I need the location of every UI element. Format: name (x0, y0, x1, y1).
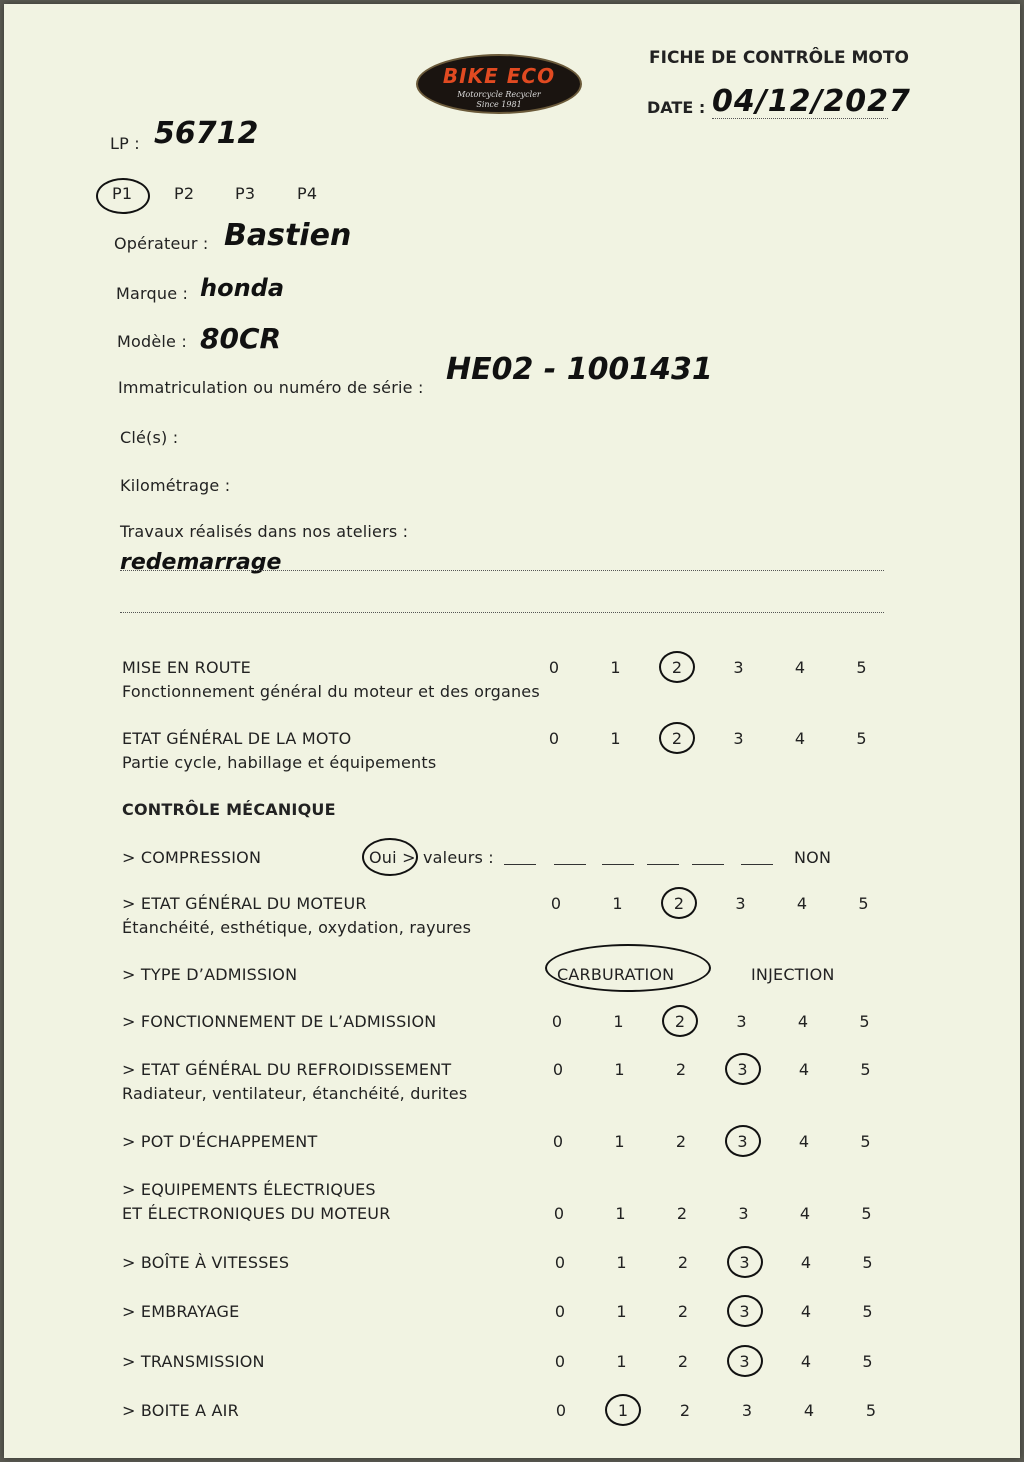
transmission-score-3[interactable]: 3 (739, 1352, 750, 1371)
etat-moto-score-5[interactable]: 5 (856, 729, 867, 748)
travaux-line-1 (120, 570, 884, 571)
etat-moto-score-0[interactable]: 0 (548, 729, 560, 748)
valeur-blank-6[interactable] (741, 864, 773, 865)
boite-air-score-0[interactable]: 0 (555, 1401, 567, 1420)
embrayage-score-1[interactable]: 1 (616, 1302, 627, 1321)
boite-vitesses-score-0[interactable]: 0 (554, 1253, 566, 1272)
sheet-title: FICHE DE CONTRÔLE MOTO (649, 48, 909, 68)
refroidissement-score-2[interactable]: 2 (675, 1060, 687, 1079)
boite-air-selected-circle (605, 1394, 641, 1426)
embrayage-selected-circle (727, 1295, 763, 1327)
transmission-score-1[interactable]: 1 (616, 1352, 627, 1371)
pot-title: > POT D'ÉCHAPPEMENT (122, 1132, 318, 1151)
valeur-blank-2[interactable] (554, 864, 586, 865)
etat-moto-subtitle: Partie cycle, habillage et équipements (122, 753, 437, 772)
etat-moto-score-4[interactable]: 4 (794, 729, 806, 748)
etat-moto-score-3[interactable]: 3 (733, 729, 744, 748)
etat-moto-selected-circle (659, 722, 695, 754)
pot-score-1[interactable]: 1 (614, 1132, 625, 1151)
pot-score-5[interactable]: 5 (860, 1132, 871, 1151)
etat-moteur-score-4[interactable]: 4 (796, 894, 808, 913)
pot-score-0[interactable]: 0 (552, 1132, 564, 1151)
fonct-admission-score-5[interactable]: 5 (859, 1012, 870, 1031)
embrayage-score-0[interactable]: 0 (554, 1302, 566, 1321)
transmission-score-5[interactable]: 5 (862, 1352, 873, 1371)
fonct-admission-score-0[interactable]: 0 (551, 1012, 563, 1031)
mise-en-route-score-4[interactable]: 4 (794, 658, 806, 677)
immat-value[interactable]: HE02 - 1001431 (446, 352, 713, 387)
valeur-blank-4[interactable] (647, 864, 679, 865)
boite-vitesses-score-5[interactable]: 5 (862, 1253, 873, 1272)
fonct-admission-selected-circle (662, 1005, 698, 1037)
mise-en-route-subtitle: Fonctionnement général du moteur et des organes (122, 682, 540, 701)
electriques-score-5[interactable]: 5 (861, 1204, 872, 1223)
etat-moteur-score-0[interactable]: 0 (550, 894, 562, 913)
embrayage-title: > EMBRAYAGE (122, 1302, 240, 1321)
refroidissement-subtitle: Radiateur, ventilateur, étanchéité, durites (122, 1084, 468, 1103)
pot-score-2[interactable]: 2 (675, 1132, 687, 1151)
boite-air-score-3[interactable]: 3 (741, 1401, 753, 1420)
transmission-score-4[interactable]: 4 (800, 1352, 812, 1371)
compression-valeurs-label: valeurs : (423, 848, 494, 867)
mise-en-route-score-5[interactable]: 5 (856, 658, 867, 677)
mise-en-route-score-0[interactable]: 0 (548, 658, 560, 677)
cles-label: Clé(s) : (120, 428, 179, 447)
type-admission-carburation[interactable]: CARBURATION (557, 965, 675, 984)
embrayage-score-4[interactable]: 4 (800, 1302, 812, 1321)
electriques-subtitle: ET ÉLECTRONIQUES DU MOTEUR (122, 1204, 391, 1223)
operateur-label: Opérateur : (114, 234, 209, 253)
controle-mecanique-heading: CONTRÔLE MÉCANIQUE (122, 800, 336, 819)
transmission-score-0[interactable]: 0 (554, 1352, 566, 1371)
embrayage-score-2[interactable]: 2 (677, 1302, 689, 1321)
electriques-score-2[interactable]: 2 (676, 1204, 688, 1223)
boite-vitesses-score-3[interactable]: 3 (739, 1253, 750, 1272)
refroidissement-score-5[interactable]: 5 (860, 1060, 871, 1079)
modele-value[interactable]: 80CR (200, 322, 282, 355)
marque-label: Marque : (116, 284, 189, 303)
electriques-score-4[interactable]: 4 (799, 1204, 811, 1223)
fonct-admission-score-2[interactable]: 2 (674, 1012, 686, 1031)
boite-air-score-2[interactable]: 2 (679, 1401, 691, 1420)
travaux-label: Travaux réalisés dans nos ateliers : (120, 522, 409, 541)
boite-vitesses-score-2[interactable]: 2 (677, 1253, 689, 1272)
lp-label: LP : (110, 134, 140, 153)
marque-value[interactable]: honda (200, 274, 285, 302)
boite-air-title: > BOITE A AIR (122, 1401, 239, 1420)
immat-label: Immatriculation ou numéro de série : (118, 378, 424, 397)
refroidissement-selected-circle (725, 1053, 761, 1085)
fonct-admission-score-4[interactable]: 4 (797, 1012, 809, 1031)
date-label: DATE : (647, 98, 706, 117)
logo-brand: BIKE ECO (442, 64, 556, 88)
etat-moteur-score-1[interactable]: 1 (612, 894, 623, 913)
fonct-admission-title: > FONCTIONNEMENT DE L’ADMISSION (122, 1012, 437, 1031)
electriques-score-1[interactable]: 1 (615, 1204, 626, 1223)
boite-air-score-5[interactable]: 5 (865, 1401, 877, 1420)
electriques-title: > EQUIPEMENTS ÉLECTRIQUES (122, 1180, 376, 1199)
compression-non[interactable]: NON (794, 848, 832, 867)
etat-moteur-selected-circle (661, 887, 697, 919)
mise-en-route-score-3[interactable]: 3 (733, 658, 744, 677)
mise-en-route-selected-circle (659, 651, 695, 683)
pot-score-4[interactable]: 4 (798, 1132, 810, 1151)
modele-label: Modèle : (117, 332, 187, 351)
control-sheet (4, 4, 1020, 1458)
valeur-blank-3[interactable] (602, 864, 634, 865)
etat-moto-score-1[interactable]: 1 (610, 729, 621, 748)
lp-value[interactable]: 56712 (154, 116, 259, 151)
electriques-score-0[interactable]: 0 (553, 1204, 565, 1223)
boite-air-score-4[interactable]: 4 (803, 1401, 815, 1420)
boite-vitesses-score-1[interactable]: 1 (616, 1253, 627, 1272)
valeur-blank-5[interactable] (692, 864, 724, 865)
type-admission-injection[interactable]: INJECTION (751, 965, 835, 984)
refroidissement-score-1[interactable]: 1 (614, 1060, 625, 1079)
logo-tagline: Motorcycle Recycler Since 1981 (457, 90, 541, 109)
electriques-score-3[interactable]: 3 (738, 1204, 749, 1223)
type-admission-title: > TYPE D’ADMISSION (122, 965, 298, 984)
travaux-line-2 (120, 612, 884, 613)
mise-en-route-score-2[interactable]: 2 (671, 658, 683, 677)
position-p2[interactable]: P2 (174, 184, 195, 203)
bike-eco-logo (416, 54, 582, 114)
km-label: Kilométrage : (120, 476, 231, 495)
etat-moteur-score-5[interactable]: 5 (858, 894, 869, 913)
fonct-admission-score-3[interactable]: 3 (736, 1012, 747, 1031)
fonct-admission-score-1[interactable]: 1 (613, 1012, 624, 1031)
etat-moteur-score-2[interactable]: 2 (673, 894, 685, 913)
etat-moto-score-2[interactable]: 2 (671, 729, 683, 748)
compression-oui[interactable]: Oui > (369, 848, 416, 867)
etat-moteur-title: > ETAT GÉNÉRAL DU MOTEUR (122, 894, 367, 913)
refroidissement-score-3[interactable]: 3 (737, 1060, 748, 1079)
position-p4[interactable]: P4 (297, 184, 318, 203)
refroidissement-score-4[interactable]: 4 (798, 1060, 810, 1079)
embrayage-score-5[interactable]: 5 (862, 1302, 873, 1321)
mise-en-route-title: MISE EN ROUTE (122, 658, 251, 677)
position-p1[interactable]: P1 (112, 184, 133, 203)
boite-vitesses-selected-circle (727, 1246, 763, 1278)
date-value[interactable]: 04/12/2027 (712, 84, 911, 119)
refroidissement-title: > ETAT GÉNÉRAL DU REFROIDISSEMENT (122, 1060, 452, 1079)
boite-vitesses-score-4[interactable]: 4 (800, 1253, 812, 1272)
mise-en-route-score-1[interactable]: 1 (610, 658, 621, 677)
pot-score-3[interactable]: 3 (737, 1132, 748, 1151)
compression-title: > COMPRESSION (122, 848, 262, 867)
valeur-blank-1[interactable] (504, 864, 536, 865)
boite-vitesses-title: > BOÎTE À VITESSES (122, 1253, 290, 1272)
embrayage-score-3[interactable]: 3 (739, 1302, 750, 1321)
travaux-value[interactable]: redemarrage (120, 550, 282, 575)
position-p3[interactable]: P3 (235, 184, 256, 203)
operateur-value[interactable]: Bastien (224, 218, 352, 253)
etat-moteur-score-3[interactable]: 3 (735, 894, 746, 913)
transmission-title: > TRANSMISSION (122, 1352, 265, 1371)
transmission-selected-circle (727, 1345, 763, 1377)
pot-selected-circle (725, 1125, 761, 1157)
refroidissement-score-0[interactable]: 0 (552, 1060, 564, 1079)
transmission-score-2[interactable]: 2 (677, 1352, 689, 1371)
boite-air-score-1[interactable]: 1 (617, 1401, 629, 1420)
etat-moteur-subtitle: Étanchéité, esthétique, oxydation, rayures (122, 918, 472, 937)
etat-moto-title: ETAT GÉNÉRAL DE LA MOTO (122, 729, 352, 748)
